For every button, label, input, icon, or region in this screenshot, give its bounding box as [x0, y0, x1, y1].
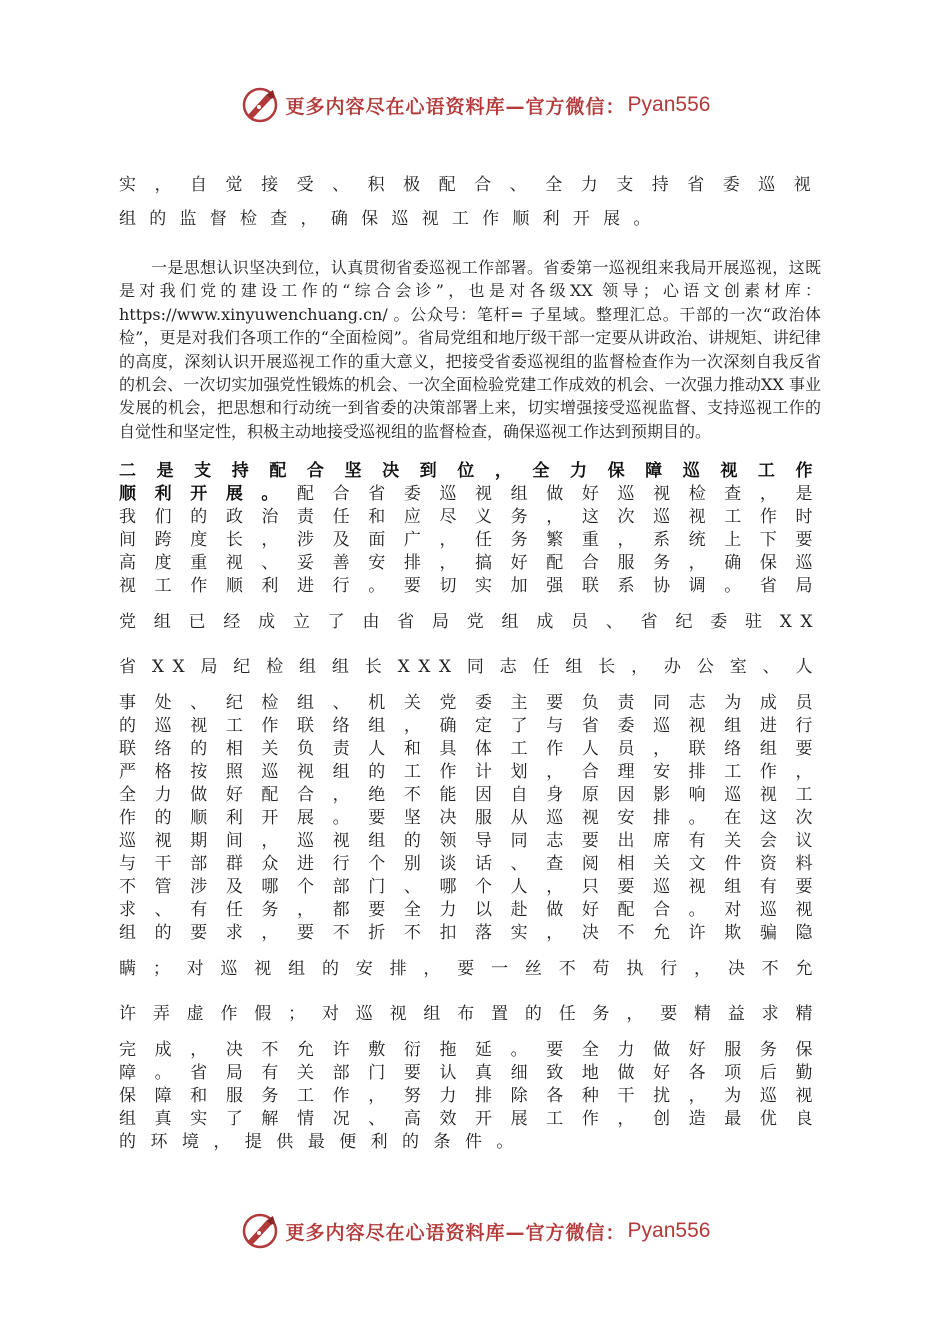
text-line	[119, 483, 821, 506]
text-line: 严格按照巡视组的工作计划，合理安排工作，	[119, 762, 821, 783]
text-line: 高度重视、妥善安排，搞好配合服务，确保巡	[119, 553, 821, 574]
text-line: 我们的政治责任和应尽义务，这次巡视工作时	[119, 507, 821, 528]
text-line: 事处、纪检组、机关党委主要负责同志为成员	[119, 693, 821, 714]
text-line: 组的要求，要不折不扣落实，决不允许欺骗隐	[119, 923, 821, 944]
text-line: 许弄虚作假；对巡视组布置的任务，要精益求精	[119, 1004, 821, 1025]
text-line: 组的监督检查，确保巡视工作顺利开展。	[119, 209, 664, 229]
line-group-g	[119, 1039, 821, 1154]
text-line: 视工作顺利进行。要切实加强联系协调。省局	[119, 576, 821, 597]
line-group-a	[119, 506, 821, 598]
text-line: 间跨度长，涉及面广，任务繁重，系统上下要	[119, 530, 821, 551]
text-line: 巡视期间，巡视组的领导同志要出席有关会议	[119, 831, 821, 852]
text-line: 保障和服务工作，努力排除各种干扰，为巡视	[119, 1086, 821, 1107]
wechat-id: Pyan556	[627, 93, 711, 116]
text-line: 省XX局纪检组组长XXX同志任组长，办公室、人	[119, 657, 821, 678]
section-heading-tail: 顺利开展。	[119, 484, 298, 505]
header-banner	[0, 82, 950, 128]
text-line: 作的顺利开展。要坚决服从巡视安排。在这次	[119, 808, 821, 829]
text-line: 党组已经成立了由省局党组成员、省纪委驻XX	[119, 612, 821, 633]
text-line: 求、有任务，都要全力以赴做好配合。对巡视	[119, 900, 821, 921]
text-span: 配合省委巡视组做好巡视检查，是	[297, 484, 822, 505]
text-line: 实，自觉接受、积极配合、全力支持省委巡视	[119, 175, 821, 195]
paragraph-3	[119, 459, 821, 1154]
pen-nib-icon	[240, 1211, 280, 1251]
document-body	[119, 168, 821, 1154]
text-line: 与干部群众进行个别谈话、查阅相关文件资料	[119, 854, 821, 875]
banner-text: 更多内容尽在心语资料库—官方微信：	[285, 95, 626, 118]
banner-text: 更多内容尽在心语资料库—官方微信：	[285, 1221, 626, 1244]
text-line: 完成，决不允许敷衍拖延。要全力做好服务保	[119, 1040, 821, 1061]
wechat-id: Pyan556	[627, 1219, 711, 1242]
text-line: 瞒；对巡视组的安排，要一丝不苟执行，决不允	[119, 959, 821, 980]
pen-nib-icon	[240, 85, 280, 125]
footer-banner	[0, 1208, 950, 1254]
text-line: 全力做好配合，绝不能因自身原因影响巡视工	[119, 785, 821, 806]
text-line: 的环境，提供最便利的条件。	[119, 1132, 528, 1153]
text-line: 的巡视工作联络组，确定了与省委巡视组进行	[119, 716, 821, 737]
text-line: 组真实了解情况、高效开展工作，创造最优良	[119, 1109, 821, 1130]
line-group-d	[119, 692, 821, 945]
paragraph-1	[119, 168, 821, 236]
text-line: 联络的相关负责人和具体工作人员，联络组要	[119, 739, 821, 760]
section-heading: 二是支持配合坚决到位，全力保障巡视工作	[119, 461, 821, 482]
paragraph-2: 一是思想认识坚决到位，认真贯彻省委巡视工作部署。省委第一巡视组来我局开展巡视，这既是对我们党的建设工作的“综合会诊”，也是对各级XX 领导；心语文创素材库：https://www.xinyuwenchuang.cn/ 。公众号：笔杆= 子星域。整理汇总。干部的一次“政治体检”，更是对我们各项工作的“全面检阅”。省局党组和地厅级干部一定要从讲政治、讲规矩、讲纪律的高度，深刻认识开展巡视工作的重大意义，把接受省委巡视组的监督检查作为一次深刻自我反省的机会、一次切实加强党性锻炼的机会、一次全面检验党建工作成效的机会、一次强力推动XX 事业发展的机会，把思想和行动统一到省委的决策部署上来，切实增强接受巡视监督、支持巡视工作的自觉性和坚定性，积极主动地接受巡视组的监督检查，确保巡视工作达到预期目的。	[119, 258, 821, 441]
text-line: 不管涉及哪个部门、哪个人，只要巡视组有要	[119, 877, 821, 898]
text-line: 障。省局有关部门要认真细致地做好各项后勤	[119, 1063, 821, 1084]
